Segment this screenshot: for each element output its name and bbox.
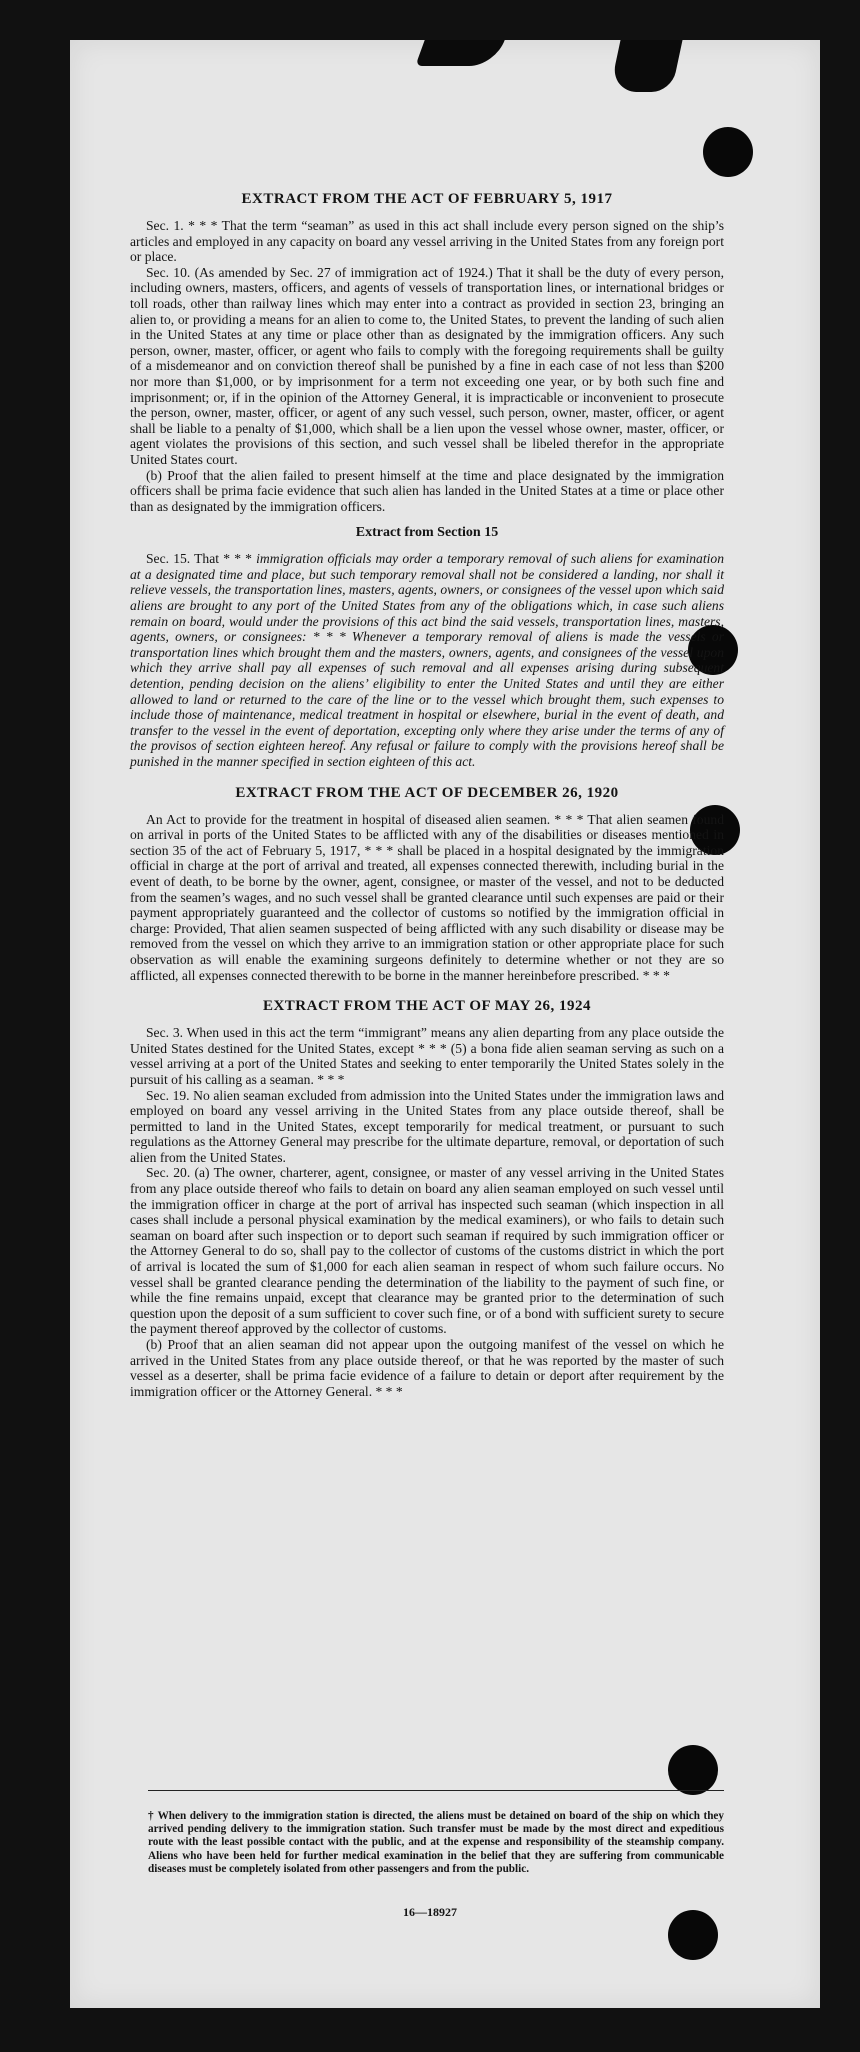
- punch-hole: [703, 127, 753, 177]
- form-number: 16—18927: [403, 1905, 457, 1919]
- paragraph: [130, 551, 724, 769]
- footnote-divider: [148, 1790, 724, 1791]
- paragraph: (b) Proof that the alien failed to present himself at the time and place designated by the immigration officers shall be prima facie evidence that such alien has landed in the United States at a time or place other than as designated by the immigration officers.: [130, 467, 724, 514]
- paragraph: Sec. 10. (As amended by Sec. 27 of immigration act of 1924.) That it shall be the duty of every person, including owners, masters, officers, and agents of vessels of transportation lines, or international bridges or toll roads, other than railway lines which may enter into a contract as provided in section 23, bringing an alien to, or providing a means for an alien to come to, the United States, to prevent the landing of such alien in the United States at any time or place other than as designated by the immigration officers. Any such person, owner, master, officer, or agent who fails to comply with the foregoing requirements shall be guilty of a misdemeanor and on conviction thereof shall be punished by a fine in each case of not less than $200 nor more than $1,000, or by imprisonment for a term not exceeding one year, or by both such fine and imprisonment; or, if in the opinion of the Attorney General, it is impracticable or inconvenient to prosecute the person, owner, master, officer, or agent of any such vessel, such person, owner, master, officer, or agent shall be liable to a penalty of $1,000, which shall be a lien upon the vessel whose owner, master, officer, or agent violates the provisions of this section, and such vessel shall be libeled therefor in the appropriate United States court.: [130, 264, 724, 467]
- paragraph: (b) Proof that an alien seaman did not appear upon the outgoing manifest of the vessel on which he arrived in the United States from any place outside thereof, or that he was reported by the master of such vessel as a deserter, shall be prima facie evidence of a failure to detain or deport after requirement by the immigration officer or the Attorney General. * * *: [130, 1337, 724, 1399]
- paragraph: An Act to provide for the treatment in hospital of diseased alien seamen. * * * That alien seamen found on arrival in ports of the United States to be afflicted with any of the disabilities or diseases mentioned in section 35 of the act of February 5, 1917, * * * shall be placed in a hospital designated by the immigration official in charge at the port of arrival and treated, all expenses connected therewith, including burial in the event of death, to be borne by the owner, agent, consignee, or master of the vessel, and not to be deducted from the seamen’s wages, and no such vessel shall be granted clearance until such expenses are paid or their payment appropriately guaranteed and the collector of customs so notified by the immigration official in charge: Provided, That alien seamen suspected of being afflicted with any such disability or disease may be removed from the vessel on which they arrive to an immigration station or other appropriate place for such observation as will enable the examining surgeons definitely to determine whether or not they are so afflicted, all expenses connected therewith to be borne in the manner hereinbefore prescribed. * * *: [130, 811, 724, 983]
- punch-hole: [668, 1745, 718, 1795]
- section-heading: EXTRACT FROM THE ACT OF MAY 26, 1924: [262, 998, 592, 1015]
- paragraph: Sec. 1. * * * That the term “seaman” as used in this act shall include every person signed on the ship’s articles and employed in any capacity on board any vessel arriving in the United States from any foreign port or place.: [130, 218, 724, 265]
- section-subheading: Extract from Section 15: [355, 525, 499, 541]
- section-heading: EXTRACT FROM THE ACT OF DECEMBER 26, 1920: [235, 784, 619, 801]
- section-heading: EXTRACT FROM THE ACT OF FEBRUARY 5, 1917: [241, 191, 613, 207]
- footnote: † When delivery to the immigration station is directed, the aliens must be detained on board of the ship on which they arrived pending delivery to the immigration station. Such transfer must be made by the most direct and expeditious route with the least possible contact with the public, and at the expense and responsibility of the steamship company. Aliens who have been held for further medical examination in the belief that they are suffering from communicable diseases must be completely isolated from other passengers and from the public.: [148, 1810, 724, 1875]
- italic-text: immigration officials may order a temporary removal of such aliens for examination at a designated time and place, but such temporary removal shall not be considered a landing, nor shall it relieve vessels, the transportation lines, masters, agents, owners, or consignees of the vessel upon which said aliens are brought to any port of the United States from any of the obligations which, in case such aliens remain on board, would under the provisions of this act bind the said vessels, transportation lines, masters, agents, owners, or consignees: * * * Whenever a temporary removal of aliens is made the vessels or transportation lines which brought them and the masters, owners, agents, and consignees of the vessel upon which they arrive shall pay all expenses of such removal and all expenses arising during subsequent detention, pending decision on the aliens’ eligibility to enter the United States and until they are either allowed to land or returned to the care of the line or to the vessel which brought them, such expenses to include those of maintenance, medical treatment in hospital or elsewhere, burial in the event of death, and transfer to the vessel in the event of deportation, excepting only where they arise under the terms of any of the provisos of section eighteen hereof. Any refusal or failure to comply with the provisions hereof shall be punished in the manner specified in section eighteen of this act.: [130, 551, 724, 769]
- paragraph: Sec. 19. No alien seaman excluded from admission into the United States under the immigration laws and employed on board any vessel arriving in the United States from any place outside thereof, shall be permitted to land in the United States, except temporarily for medical treatment, or pursuant to such regulations as the Attorney General may prescribe for the ultimate departure, removal, or deportation of such alien from the United States.: [130, 1087, 724, 1165]
- paragraph: Sec. 3. When used in this act the term “immigrant” means any alien departing from any place outside the United States destined for the United States, except * * * (5) a bona fide alien seaman serving as such on a vessel arriving at a port of the United States and seeking to enter temporarily the United States solely in the pursuit of his calling as a seaman. * * *: [130, 1025, 724, 1087]
- paragraph-lead: Sec. 15. That * * *: [146, 551, 252, 567]
- paragraph: Sec. 20. (a) The owner, charterer, agent, consignee, or master of any vessel arriving in the United States from any place outside thereof who fails to detain on board any alien seaman employed on such vessel until the immigration officer in charge at the port of arrival has inspected such seaman (which inspection in all cases shall include a personal physical examination by the medical examiners), or who fails to detain such seaman on board after such inspection or to deport such seaman if required by such immigration officer or the Attorney General to do so, shall pay to the collector of customs of the customs district in which the port of arrival is located the sum of $1,000 for each alien seaman in respect of whom such failure occurs. No vessel shall be granted clearance pending the determination of the liability to the payment of such fine, or while the fine remains unpaid, except that clearance may be granted prior to the determination of such question upon the deposit of a sum sufficient to cover such fine, or of a bond with sufficient surety to secure the payment thereof approved by the collector of customs.: [130, 1165, 724, 1337]
- document-body: [130, 190, 724, 1399]
